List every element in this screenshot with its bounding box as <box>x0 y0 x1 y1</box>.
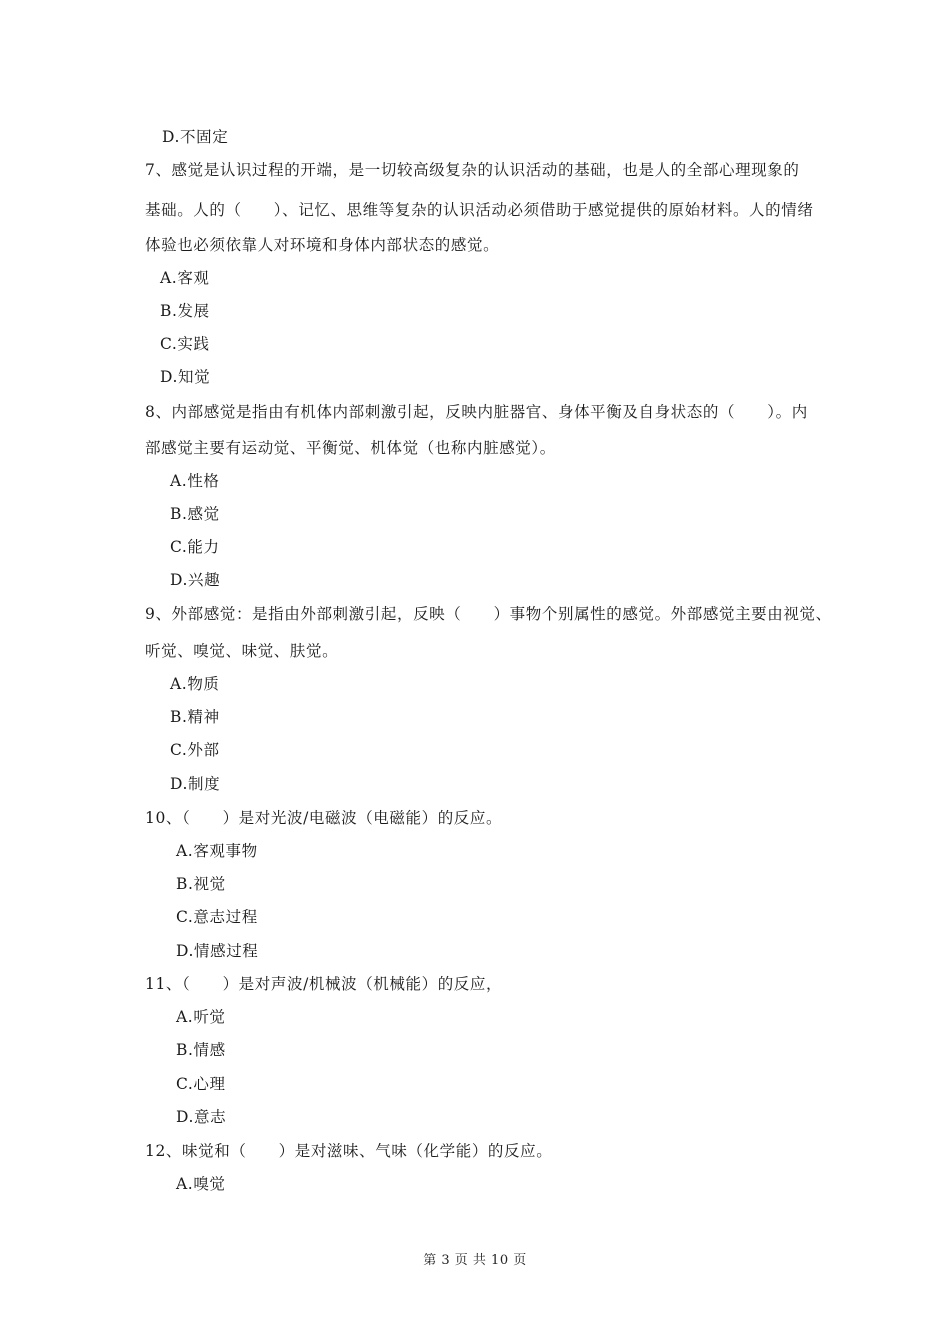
question-7-option-d: D.知觉 <box>160 368 211 386</box>
question-9-option-b: B.精神 <box>170 708 220 726</box>
question-9-option-d: D.制度 <box>170 775 221 793</box>
option-d-prev-question: D.不固定 <box>162 128 229 146</box>
question-11-option-a: A.听觉 <box>176 1008 226 1026</box>
question-11-option-c: C.心理 <box>176 1075 226 1093</box>
question-8-line-2: 部感觉主要有运动觉、平衡觉、机体觉（也称内脏感觉）。 <box>145 439 556 457</box>
question-8-line-1: 8、内部感觉是指由有机体内部刺激引起，反映内脏器官、身体平衡及自身状态的（ ）。内 <box>145 403 808 421</box>
question-10-option-b: B.视觉 <box>176 875 226 893</box>
question-9-line-2: 听觉、嗅觉、味觉、肤觉。 <box>145 642 339 660</box>
question-10-option-a: A.客观事物 <box>176 842 258 860</box>
question-12-line-1: 12、味觉和（ ）是对滋味、气味（化学能）的反应。 <box>145 1142 553 1160</box>
question-10-option-d: D.情感过程 <box>176 942 259 960</box>
question-8-option-b: B.感觉 <box>170 505 220 523</box>
question-11-option-b: B.情感 <box>176 1041 226 1059</box>
question-8-option-a: A.性格 <box>170 472 220 490</box>
question-7-option-b: B.发展 <box>160 302 210 320</box>
question-12-option-a: A.嗅觉 <box>176 1175 226 1193</box>
question-7-option-c: C.实践 <box>160 335 210 353</box>
question-10-option-c: C.意志过程 <box>176 908 258 926</box>
question-9-option-c: C.外部 <box>170 741 220 759</box>
question-8-option-c: C.能力 <box>170 538 220 556</box>
question-9-option-a: A.物质 <box>170 675 220 693</box>
question-10-line-1: 10、（ ）是对光波/电磁波（电磁能）的反应。 <box>145 809 503 827</box>
question-7-line-2: 基础。人的（ ）、记忆、思维等复杂的认识活动必须借助于感觉提供的原始材料。人的情绪 <box>145 201 814 219</box>
question-9-line-1: 9、外部感觉：是指由外部刺激引起，反映（ ）事物个别属性的感觉。外部感觉主要由视觉、 <box>145 605 832 623</box>
question-7-line-1: 7、感觉是认识过程的开端，是一切较高级复杂的认识活动的基础，也是人的全部心理现象的 <box>145 161 800 179</box>
question-7-option-a: A.客观 <box>160 269 210 287</box>
question-11-line-1: 11、（ ）是对声波/机械波（机械能）的反应， <box>145 975 503 993</box>
question-7-line-3: 体验也必须依靠人对环境和身体内部状态的感觉。 <box>145 236 500 254</box>
page-number-footer: 第 3 页 共 10 页 <box>423 1253 527 1268</box>
question-11-option-d: D.意志 <box>176 1108 227 1126</box>
question-8-option-d: D.兴趣 <box>170 571 221 589</box>
